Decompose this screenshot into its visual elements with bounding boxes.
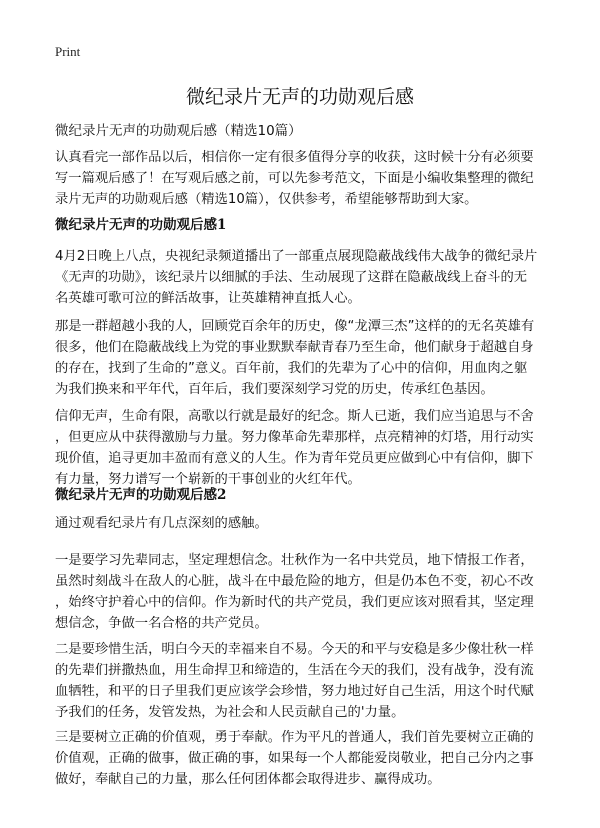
- text-line: ，但更应从中获得激励与力量。努力像革命先辈那样，点亮精神的灯塔，用行动实: [55, 430, 534, 445]
- text-line: 《无声的功勋》，该纪录片以细腻的手法、生动展现了这群在隐蔽战线上奋斗的无: [55, 270, 528, 285]
- page-title: 微纪录片无声的功勋观后感: [185, 86, 414, 108]
- text-line: 予我们的任务，发管发热，为社会和人民贡献自己的'力量。: [55, 705, 405, 720]
- section-heading-2: 微纪录片无声的功勋观后感2: [55, 487, 227, 503]
- paragraph: [55, 513, 268, 534]
- text-line: ，始终守护着心中的信仰。作为新时代的共产党员，我们更应该对照看其，坚定理: [55, 595, 534, 610]
- text-line: 做好，奉献自己的力量，那么任何团体都会取得进步、赢得成功。: [55, 772, 441, 787]
- text-line: 写一篇观后感了！在写观后感之前，可以先参考范文，下面是小编收集整理的微纪: [55, 171, 534, 186]
- text-line: 通过观看纪录片有几点深刻的感触。: [55, 516, 268, 531]
- text-line: 信仰无声，生命有限，高歌以行就是最好的纪念。斯人已逝，我们应当追思与不舍: [55, 409, 534, 424]
- text-line: 录片无声的功勋观后感（精选10篇），仅供参考，希望能够帮助到大家。: [55, 192, 478, 207]
- text-line: 很多，他们在隐蔽战线上为党的事业默默奉献青春乃至生命，他们献身于超越自身: [55, 340, 534, 355]
- text-line: 血牺牲，和平的日子里我们更应该学会珍惜，努力地过好自己生活，用这个时代赋: [55, 684, 534, 699]
- text-line: 现价值，追寻更加丰盈而有意义的人生。作为青年党员更应做到心中有信仰，脚下: [55, 451, 534, 466]
- paragraph: [55, 639, 534, 723]
- text-line: 4月2日晚上八点，央视纪录频道播出了一部重点展现隐蔽战线伟大战争的微纪录片: [55, 249, 538, 264]
- text-line: 想信念，争做一名合格的共产党员。: [55, 616, 268, 631]
- text-line: 的存在，找到了生命的”意义。百年前，我们的先辈为了心中的信仰，用血肉之躯: [55, 361, 528, 376]
- text-line: 为我们换来和平年代，百年后，我们要深刻学习党的历史，传承红色基因。: [55, 382, 494, 397]
- text-line: 虽然时刻战斗在敌人的心脏，战斗在中最危险的地方，但是仍本色不变，初心不改: [55, 574, 534, 589]
- text-line: 名英雄可歌可泣的鲜活故事，让英雄精神直抵人心。: [55, 291, 361, 306]
- paragraph: [55, 727, 534, 790]
- paragraph: [55, 246, 537, 309]
- intro-paragraph: [55, 147, 534, 210]
- text-line: 认真看完一部作品以后，相信你一定有很多值得分享的收获，这时候十分有必须要: [55, 150, 534, 165]
- paragraph: [55, 316, 534, 400]
- text-line: 二是要珍惜生活，明白今天的幸福来自不易。今天的和平与安稳是多少像壮秋一样: [55, 642, 534, 657]
- text-line: 一是要学习先辈同志，坚定理想信念。壮秋作为一名中共党员，地下情报工作者，: [55, 553, 534, 568]
- text-line: 三是要树立正确的价值观，勇于奉献。作为平凡的普通人，我们首先要树立正确的: [55, 730, 534, 745]
- text-line: 的先辈们拼撒热血，用生命捍卫和缔造的，生活在今天的我们，没有战争，没有流: [55, 663, 534, 678]
- print-link[interactable]: Print: [55, 44, 81, 59]
- text-line: 有力量，努力谱写一个崭新的干事创业的火红年代。: [55, 472, 361, 487]
- text-line: 价值观，正确的做事，做正确的事，如果每一个人都能爱岗敬业，把自己分内之事: [55, 751, 534, 766]
- document-subtitle: 微纪录片无声的功勋观后感（精选10篇）: [55, 123, 302, 139]
- paragraph: [55, 550, 534, 634]
- paragraph: [55, 406, 534, 490]
- text-line: 那是一群超越小我的人，回顾党百余年的历史，像“龙潭三杰”这样的的无名英雄有: [55, 319, 535, 334]
- section-heading-1: 微纪录片无声的功勋观后感1: [55, 217, 227, 233]
